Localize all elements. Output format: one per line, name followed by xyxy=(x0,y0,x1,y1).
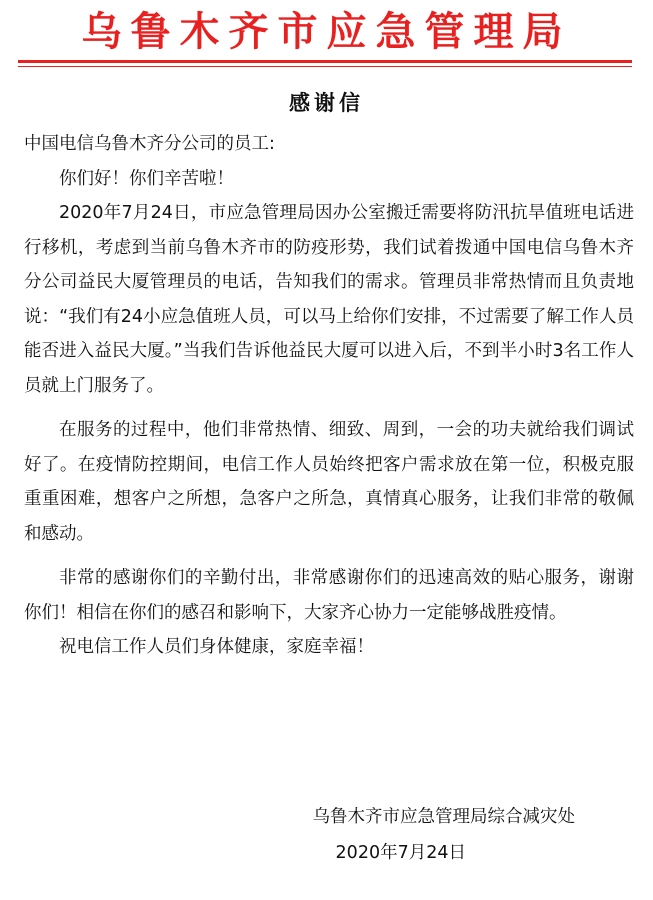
letter-paragraph-greeting: 你们好！你们辛苦啦！ xyxy=(59,168,234,189)
letterhead-divider-thick xyxy=(18,60,632,63)
letter-title: 感谢信 xyxy=(289,91,364,115)
signature-organization: 乌鲁木齐市应急管理局综合减灾处 xyxy=(312,807,575,827)
letter-paragraph-thanks: 非常的感谢你们的辛勤付出，非常感谢你们的迅速高效的贴心服务，谢谢你们！相信在你们的感召和影响下，大家齐心协力一定能够战胜疫情。 xyxy=(24,568,634,623)
letter-paragraph-service: 在服务的过程中，他们非常热情、细致、周到，一会的功夫就给我们调试好了。在疫情防控期间，电信工作人员始终把客户需求放在第一位，积极克服重重困难，想客户之所想，急客户之所急，真情真心服务，让我们非常的敬佩和感动。 xyxy=(24,420,634,544)
letter-paragraph-wishes: 祝电信工作人员们身体健康，家庭幸福！ xyxy=(59,637,374,657)
letter-salutation: 中国电信乌鲁木齐分公司的员工: xyxy=(24,134,275,154)
letterhead-org-name: 乌鲁木齐市应急管理局 xyxy=(81,9,572,55)
letter-body xyxy=(24,127,634,665)
signature-date: 2020年7月24日 xyxy=(335,843,466,863)
letterhead-divider-thin xyxy=(18,66,632,67)
letter-paragraph-event: 2020年7月24日，市应急管理局因办公室搬迁需要将防汛抗旱值班电话进行移机，考虑到当前乌鲁木齐市的防疫形势，我们试着拨通中国电信乌鲁木齐分公司益民大厦管理员的电话，告知我们的需求。管理员非常热情而且负责地说：“我们有24小应急值班人员，可以马上给你们安排，不过需要了解工作人员能否进入益民大厦。”当我们告诉他益民大厦可以进入后，不到半小时3名工作人员就上门服务了。 xyxy=(24,203,634,396)
